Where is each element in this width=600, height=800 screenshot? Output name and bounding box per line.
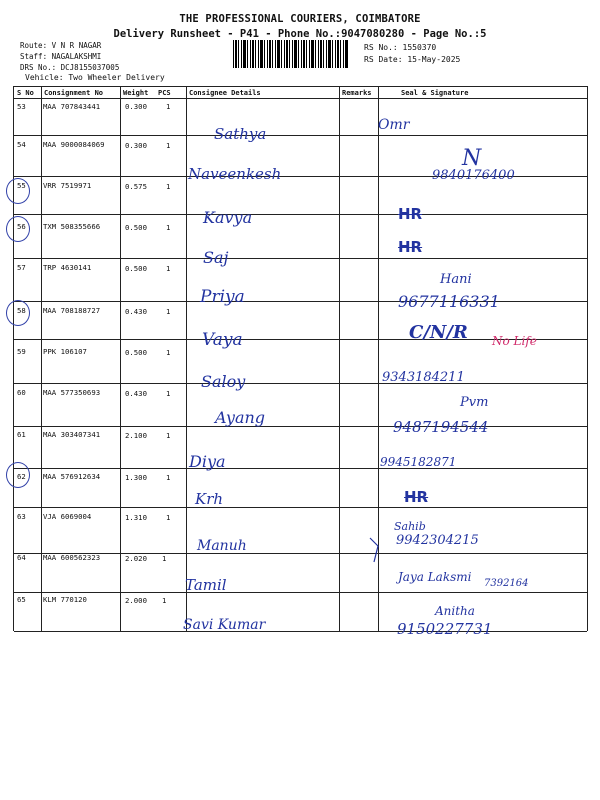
weight-cell: 2.020 — [125, 554, 147, 563]
handwritten-phone: 9942304215 — [396, 533, 479, 548]
pcs-cell: 1 — [162, 554, 167, 563]
handwritten-name: Tamil — [185, 576, 227, 594]
handwritten-signature: Sahib — [394, 520, 426, 533]
weight-cell: 0.500 — [125, 348, 147, 357]
handwritten-hr-mark: HR — [404, 488, 429, 506]
row-divider — [14, 135, 587, 136]
handwritten-name: Priya — [200, 287, 245, 307]
handwritten-signature: Pvm — [460, 395, 489, 410]
row-divider — [14, 468, 587, 469]
consignment-cell: KLM 770120 — [43, 595, 87, 604]
handwritten-initials: N — [462, 146, 482, 171]
pcs-cell: 1 — [166, 307, 171, 316]
row-divider — [14, 301, 587, 302]
handwritten-name: Diya — [189, 452, 226, 471]
header-consignment: Consignment No — [44, 89, 104, 97]
handwritten-note: C/N/R — [409, 322, 468, 343]
sno-cell: 55 — [17, 181, 26, 190]
handwritten-signature: Anitha — [435, 604, 475, 618]
sno-cell: 56 — [17, 222, 26, 231]
sno-cell: 58 — [17, 306, 26, 315]
consignment-cell: MAA 9000084069 — [43, 140, 105, 149]
pcs-cell: 1 — [166, 473, 171, 482]
sno-cell: 62 — [17, 472, 26, 481]
header-seal: Seal & Signature — [401, 89, 469, 97]
handwritten-phone: 9487194544 — [393, 418, 489, 436]
handwritten-note-red: No Life — [492, 334, 537, 348]
row-divider — [14, 426, 587, 427]
row-divider — [14, 592, 587, 593]
pen-circle-mark — [6, 300, 30, 326]
header-consignee: Consignee Details — [189, 89, 261, 97]
pcs-cell: 1 — [166, 348, 171, 357]
handwritten-name: Saloy — [201, 372, 246, 391]
pen-circle-mark — [6, 178, 30, 204]
col-divider — [120, 86, 121, 631]
handwritten-phone: 9343184211 — [382, 370, 465, 385]
route-text: Route: V N R NAGAR — [20, 41, 102, 50]
pen-circle-mark — [6, 462, 30, 488]
header-weight: Weight — [123, 89, 149, 97]
weight-cell: 1.310 — [125, 513, 147, 522]
weight-cell: 0.500 — [125, 264, 147, 273]
handwritten-name: Saj — [203, 248, 229, 267]
pen-arrow-mark — [368, 536, 386, 566]
pcs-cell: 1 — [166, 431, 171, 440]
col-divider — [186, 86, 187, 631]
handwritten-hr-mark: HR — [398, 205, 423, 223]
sno-cell: 65 — [17, 595, 26, 604]
pcs-cell: 1 — [166, 223, 171, 232]
sno-cell: 54 — [17, 140, 26, 149]
consignment-cell: PPK 106107 — [43, 347, 87, 356]
header-pcs: PCS — [158, 89, 171, 97]
weight-cell: 0.430 — [125, 307, 147, 316]
handwritten-name: Krh — [195, 490, 224, 508]
row-divider — [14, 214, 587, 215]
consignment-cell: MAA 303407341 — [43, 430, 101, 439]
pcs-cell: 1 — [166, 182, 171, 191]
consignment-cell: MAA 708188727 — [43, 306, 101, 315]
sno-cell: 64 — [17, 553, 26, 562]
staff-text: Staff: NAGALAKSHMI — [20, 52, 102, 61]
consignment-cell: VJA 6069004 — [43, 512, 92, 521]
drs-text: DRS No.: DCJ8155037005 — [20, 63, 120, 72]
handwritten-name: Manuh — [197, 538, 247, 554]
handwritten-name: Vaya — [202, 330, 243, 350]
header-remarks: Remarks — [342, 89, 372, 97]
barcode-image — [233, 40, 349, 68]
col-divider — [339, 86, 340, 631]
handwritten-signature: Omr — [378, 117, 410, 133]
handwritten-name: Naveenkesh — [188, 165, 282, 183]
sno-cell: 59 — [17, 347, 26, 356]
weight-cell: 2.100 — [125, 431, 147, 440]
consignment-cell: VRR 7519971 — [43, 181, 92, 190]
weight-cell: 0.575 — [125, 182, 147, 191]
weight-cell: 0.430 — [125, 389, 147, 398]
row-divider — [14, 383, 587, 384]
consignment-cell: TRP 4630141 — [43, 263, 92, 272]
consignment-cell: MAA 577350693 — [43, 388, 101, 397]
header-sno: S No — [17, 89, 34, 97]
meta-left — [20, 40, 119, 73]
consignment-cell: MAA 576912634 — [43, 472, 101, 481]
handwritten-signature: Hani — [440, 272, 472, 287]
pcs-cell: 1 — [166, 264, 171, 273]
meta-right — [364, 42, 460, 66]
sno-cell: 61 — [17, 430, 26, 439]
col-divider — [41, 86, 42, 631]
rs-date-text: RS Date: 15-May-2025 — [364, 55, 461, 64]
pcs-cell: 1 — [166, 389, 171, 398]
handwritten-number: 7392164 — [484, 578, 529, 589]
company-title: THE PROFESSIONAL COURIERS, COIMBATORE — [179, 13, 421, 25]
handwritten-phone: 9677116331 — [398, 292, 500, 311]
consignment-cell: MAA 600562323 — [43, 553, 101, 562]
row-divider — [14, 507, 587, 508]
weight-cell: 1.300 — [125, 473, 147, 482]
consignment-cell: MAA 707843441 — [43, 102, 101, 111]
handwritten-name: Ayang — [215, 408, 266, 427]
pcs-cell: 1 — [166, 141, 171, 150]
row-divider — [14, 86, 587, 87]
handwritten-name: Savi Kumar — [183, 617, 266, 633]
rs-no-text: RS No.: 1550370 — [364, 43, 437, 52]
sno-cell: 60 — [17, 388, 26, 397]
pcs-cell: 1 — [166, 102, 171, 111]
handwritten-signature: Jaya Laksmi — [398, 570, 472, 584]
weight-cell: 0.300 — [125, 102, 147, 111]
row-divider — [14, 98, 587, 99]
consignment-cell: TXM 508355666 — [43, 222, 101, 231]
handwritten-phone: 9150227731 — [397, 620, 493, 638]
row-divider — [14, 258, 587, 259]
weight-cell: 2.000 — [125, 596, 147, 605]
handwritten-phone: 9840176400 — [432, 168, 515, 183]
handwritten-hr-mark: HR — [398, 238, 423, 256]
runsheet-subtitle: Delivery Runsheet - P41 - Phone No.:9047080280 - Page No.:5 — [113, 28, 487, 40]
sno-cell: 53 — [17, 102, 26, 111]
pcs-cell: 1 — [162, 596, 167, 605]
pcs-cell: 1 — [166, 513, 171, 522]
handwritten-phone: 9945182871 — [380, 455, 457, 469]
handwritten-name: Kavya — [203, 208, 253, 227]
vehicle-text: Vehicle: Two Wheeler Delivery — [25, 73, 165, 82]
weight-cell: 0.300 — [125, 141, 147, 150]
row-divider — [14, 631, 587, 632]
pen-circle-mark — [6, 216, 30, 242]
sno-cell: 57 — [17, 263, 26, 272]
sno-cell: 63 — [17, 512, 26, 521]
handwritten-name: Sathya — [214, 125, 267, 143]
weight-cell: 0.500 — [125, 223, 147, 232]
